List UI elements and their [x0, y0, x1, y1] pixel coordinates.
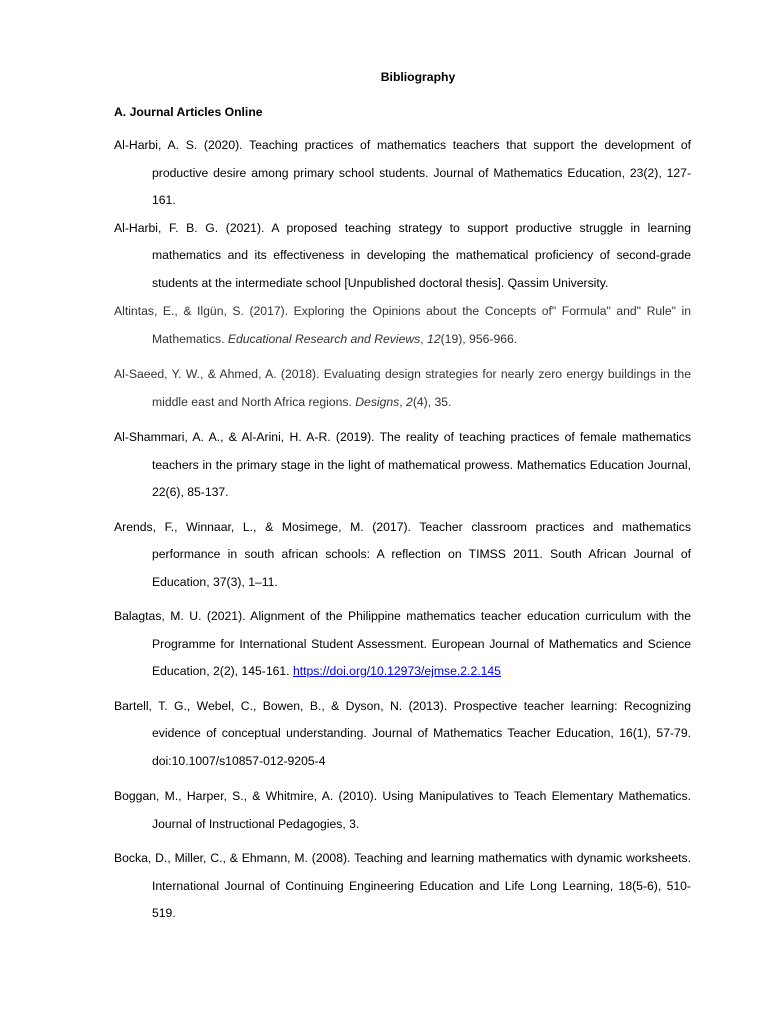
reference-text: Balagtas, M. U. (2021). Alignment of the Philippine mathematics teacher education curriculum with the Programme for International Student Assessment. European Journal of Mathematics and Science Education, 2(2), 145-161. [114, 609, 691, 678]
reference-pages: (4), 35. [412, 394, 452, 409]
journal-title: Designs [355, 394, 400, 409]
section-heading: A. Journal Articles Online [114, 105, 263, 119]
page-title: Bibliography [380, 70, 456, 84]
reference-item: Al-Harbi, F. B. G. (2021). A proposed teaching strategy to support productive struggle in learning mathematics and its effectiveness in developing the mathematical proficiency of second-grade students at the intermediate school [Unpublished doctoral thesis]. Qassim University. [114, 220, 691, 290]
reference-item: Bartell, T. G., Webel, C., Bowen, B., & Dyson, N. (2013). Prospective teacher learning: Recognizing evidence of conceptual understanding. Journal of Mathematics Teacher Education, 16(1), 57-79. doi:10.1007/s10857-012-9205-4 [114, 698, 691, 768]
reference-separator: , [420, 331, 428, 346]
journal-volume: 12 [427, 331, 441, 346]
reference-text: Altintas, E., & Ilgün, S. (2017). Exploring the Opinions about the Concepts of" Formula" and" Rule" in Mathematics. [114, 304, 691, 346]
reference-item: Arends, F., Winnaar, L., & Mosimege, M. (2017). Teacher classroom practices and mathematics performance in south african schools: A reflection on TIMSS 2011. South African Journal of Education, 37(3), 1–11. [114, 519, 691, 589]
reference-item: Bocka, D., Miller, C., & Ehmann, M. (2008). Teaching and learning mathematics with dynamic worksheets. International Journal of Continuing Engineering Education and Life Long Learning, 18(5-6), 510-519. [114, 851, 691, 920]
reference-item [114, 298, 691, 353]
reference-item [114, 361, 691, 416]
journal-title: Educational Research and Reviews [227, 331, 421, 346]
reference-item: Boggan, M., Harper, S., & Whitmire, A. (2010). Using Manipulatives to Teach Elementary Mathematics. Journal of Instructional Pedagogies, 3. [114, 789, 691, 831]
reference-list [114, 132, 691, 928]
reference-pages: (19), 956-966. [440, 331, 518, 346]
reference-item: Al-Shammari, A. A., & Al-Arini, H. A-R. (2019). The reality of teaching practices of female mathematics teachers in the primary stage in the light of mathematical prowess. Mathematics Education Journal, 22(6), 85-137. [114, 430, 691, 499]
reference-text: Al-Saeed, Y. W., & Ahmed, A. (2018). Evaluating design strategies for nearly zero energy buildings in the middle east and North Africa regions. [114, 367, 691, 409]
reference-item: Al-Harbi, A. S. (2020). Teaching practices of mathematics teachers that support the development of productive desire among primary school students. Journal of Mathematics Education, 23(2), 127-161. [114, 138, 691, 207]
reference-separator: , [399, 394, 407, 409]
reference-item [114, 603, 691, 686]
journal-volume: 2 [406, 394, 413, 409]
doi-link[interactable]: https://doi.org/10.12973/ejmse.2.2.145 [292, 664, 501, 678]
